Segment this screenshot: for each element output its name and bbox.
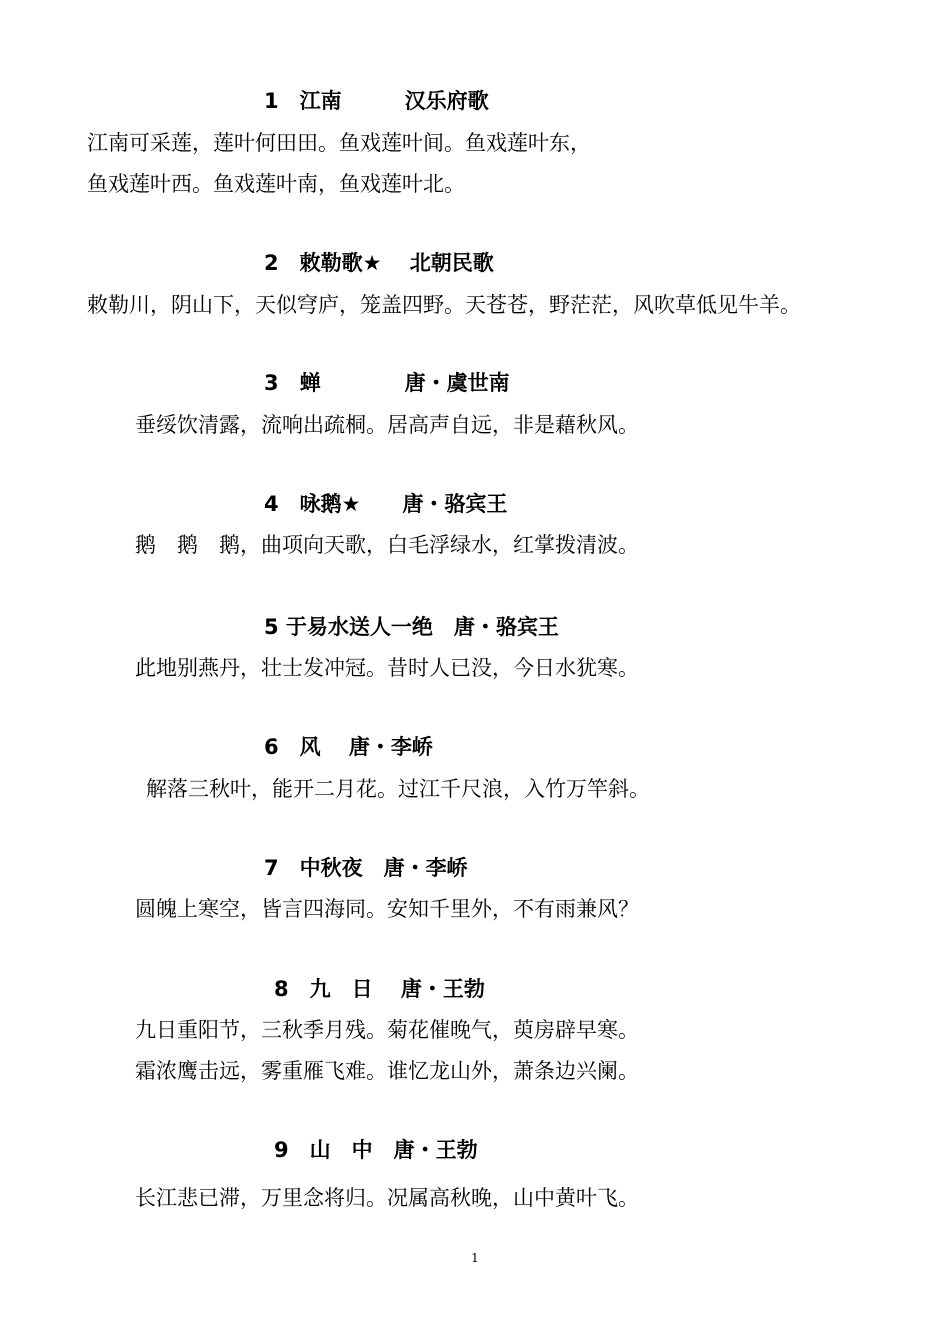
poem-1-line-2: 鱼戏莲叶西。鱼戏莲叶南，鱼戏莲叶北。 (87, 172, 465, 196)
poem-8-line-1: 九日重阳节，三秋季月残。菊花催晚气，萸房辟早寒。 (135, 1018, 639, 1042)
poem-2-title: 2 敕勒歌★ 北朝民歌 (264, 251, 494, 275)
poem-5-line-1: 此地别燕丹，壮士发冲冠。昔时人已没，今日水犹寒。 (135, 656, 639, 680)
poem-7-title: 7 中秋夜 唐・李峤 (264, 856, 468, 880)
poem-8-title: 8 九 日 唐・王勃 (274, 977, 485, 1001)
poem-2-line-1: 敕勒川，阴山下，天似穹庐，笼盖四野。天苍苍，野茫茫，风吹草低见牛羊。 (87, 293, 801, 317)
poem-6-title: 6 风 唐・李峤 (264, 735, 433, 759)
poem-4-line-1: 鹅 鹅 鹅，曲项向天歌，白毛浮绿水，红掌拨清波。 (135, 533, 639, 557)
poem-7-line-1: 圆魄上寒空，皆言四海同。安知千里外，不有雨兼风？ (135, 897, 639, 921)
poem-4-title: 4 咏鹅★ 唐・骆宾王 (264, 492, 508, 516)
poem-9-line-1: 长江悲已滞，万里念将归。况属高秋晚，山中黄叶飞。 (135, 1186, 639, 1210)
poem-1-line-1: 江南可采莲，莲叶何田田。鱼戏莲叶间。鱼戏莲叶东， (87, 131, 591, 155)
poem-1-title: 1 江南 汉乐府歌 (264, 89, 489, 113)
poem-9-title: 9 山 中 唐・王勃 (274, 1138, 478, 1162)
poem-3-line-1: 垂绥饮清露，流响出疏桐。居高声自远，非是藉秋风。 (135, 413, 639, 437)
poem-8-line-2: 霜浓鹰击远，雾重雁飞难。谁忆龙山外，萧条边兴阑。 (135, 1059, 639, 1083)
poem-5-title: 5 于易水送人一绝 唐・骆宾王 (264, 615, 559, 639)
poem-3-title: 3 蝉 唐・虞世南 (264, 371, 510, 395)
page-number: 1 (471, 1251, 479, 1265)
poem-6-line-1: 解落三秋叶，能开二月花。过江千尺浪，入竹万竿斜。 (146, 777, 650, 801)
